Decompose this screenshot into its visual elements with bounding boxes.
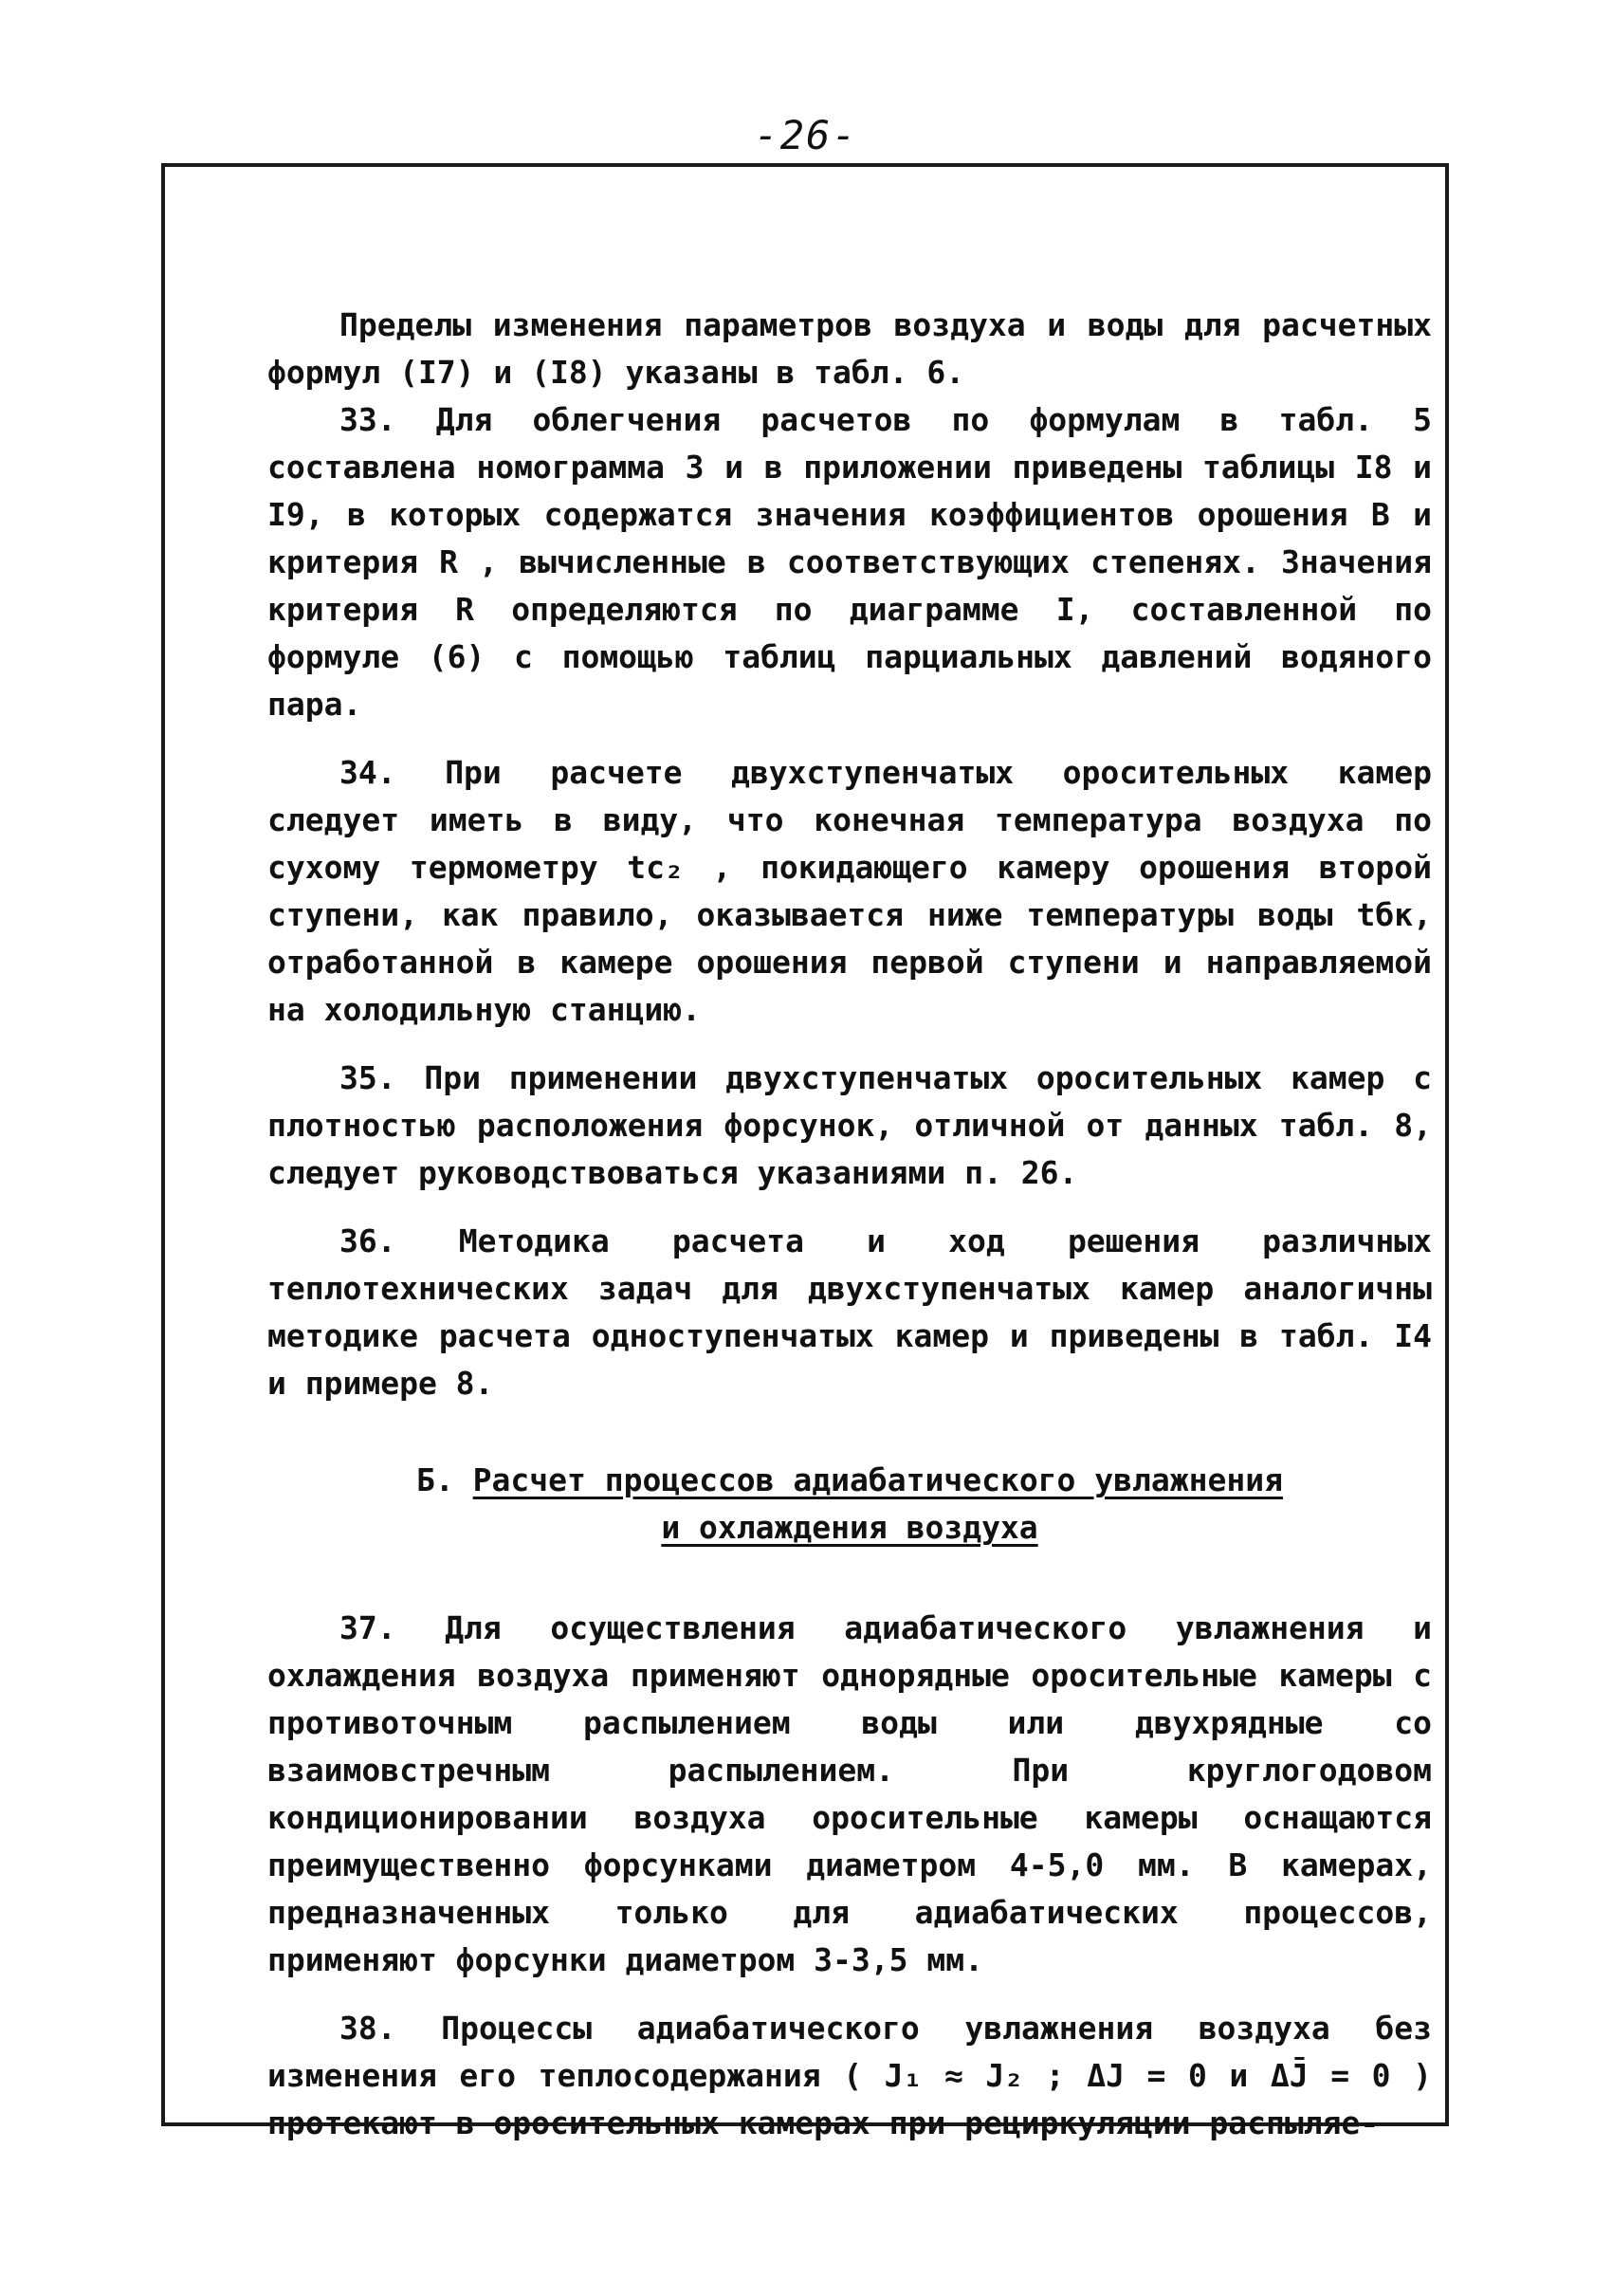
paragraph-38: 38. Процессы адиабатического увлажнения воздуха без изменения его теплосодержания ( J₁ ≈ J₂ ; ΔJ = 0 и ΔJ̄ = 0 ) протекают в оросительных камерах при рециркуляции распыляе- <box>267 2010 1432 2141</box>
paragraph-limits: Пределы изменения параметров воздуха и воды для расчетных формул (I7) и (I8) указаны в табл. 6. <box>267 306 1432 391</box>
paragraph-33: 33. Для облегчения расчетов по формулам в табл. 5 составлена номограмма 3 и в приложении приведены таблицы I8 и I9, в которых содержатся значения коэффициентов орошения B и критерия R , вычисленные в соответствующих степенях. Значения критерия R определяются по диаграмме I, составленной по формуле (6) с помощью таблиц парциальных давлений водяного пара. <box>267 401 1432 723</box>
document-body <box>267 302 1432 2147</box>
section-title-line-1: Расчет процессов адиабатического увлажнения <box>472 1461 1283 1498</box>
section-prefix: Б. <box>416 1461 454 1498</box>
paragraph-37: 37. Для осуществления адиабатического увлажнения и охлаждения воздуха применяют однорядные оросительные камеры с противоточным распылением воды или двухрядные со взаимовстречным распылением. При круглогодовом кондиционировании воздуха оросительные камеры оснащаются преимущественно форсунками диаметром 4-5,0 мм. В камерах, предназначенных только для адиабатических процессов, применяют форсунки диаметром 3-3,5 мм. <box>267 1609 1432 1978</box>
paragraph-34: 34. При расчете двухступенчатых оросительных камер следует иметь в виду, что конечная температура воздуха по сухому термометру tc₂ , покидающего камеру орошения второй ступени, как правило, оказывается ниже температуры воды tбк, отработанной в камере орошения первой ступени и направляемой на холодильную станцию. <box>267 754 1432 1028</box>
section-title-line-2: и охлаждения воздуха <box>661 1509 1038 1546</box>
paragraph-36: 36. Методика расчета и ход решения различных теплотехнических задач для двухступенчатых камер аналогичны методике расчета одноступенчатых камер и приведены в табл. I4 и примере 8. <box>267 1222 1432 1402</box>
section-heading <box>267 1457 1432 1552</box>
page-number: -26- <box>754 112 858 158</box>
section-heading-line-2 <box>267 1504 1432 1552</box>
section-heading-line-1 <box>267 1457 1432 1504</box>
paragraph-35: 35. При применении двухступенчатых оросительных камер с плотностью расположения форсунок, отличной от данных табл. 8, следует руководствоваться указаниями п. 26. <box>267 1059 1432 1191</box>
